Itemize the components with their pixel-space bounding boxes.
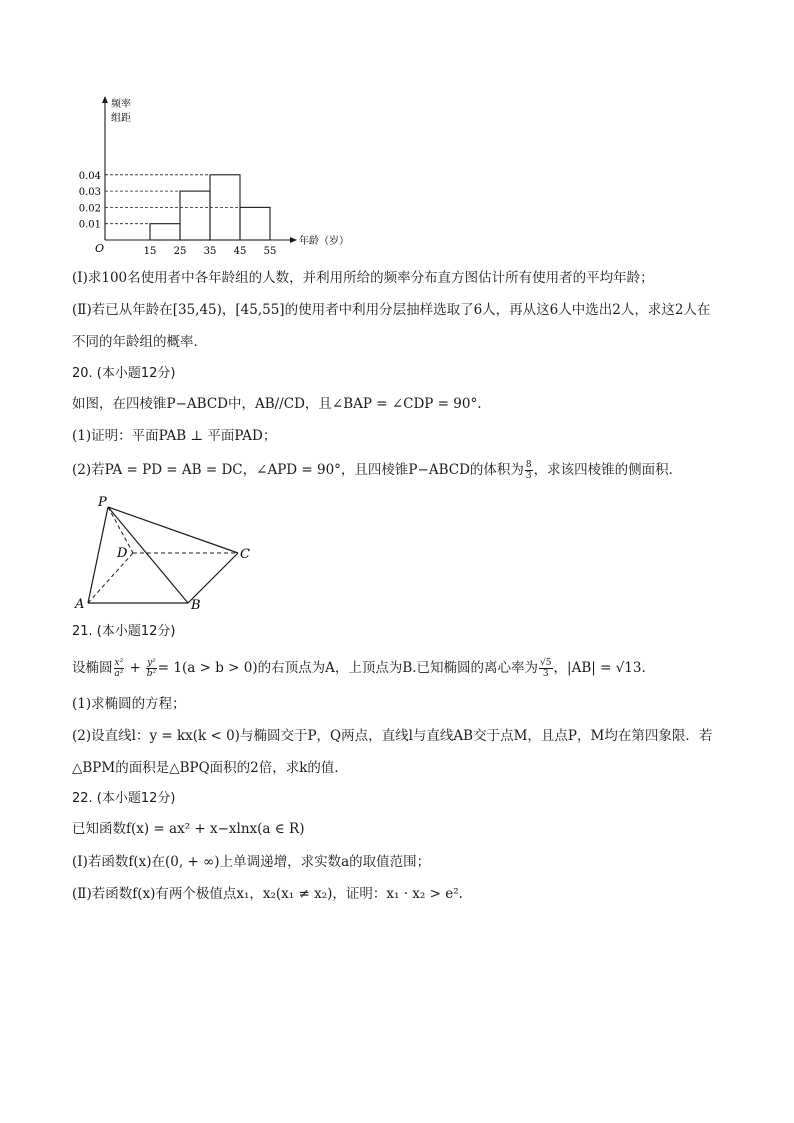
q21-y2: y² xyxy=(147,658,156,668)
q20-intro: 如图，在四棱锥P−ABCD中，AB//CD，且∠BAP = ∠CDP = 90°. xyxy=(72,396,482,412)
x-axis-arrow xyxy=(290,237,297,243)
q21-text-c: ，|AB| = xyxy=(553,660,616,676)
q20-frac-num: 8 xyxy=(525,460,532,470)
y-axis-arrow xyxy=(102,96,108,103)
y-axis-label-bottom: 组距 xyxy=(111,113,131,124)
q20-part2-text-b: ，求该四棱锥的侧面积． xyxy=(533,462,683,478)
label-P: P xyxy=(98,495,107,510)
histogram-bar-15-25 xyxy=(150,224,180,240)
label-C: C xyxy=(240,547,250,562)
q21-ab-value: √13 xyxy=(615,660,642,676)
label-D: D xyxy=(117,546,128,561)
q21-part2-line1: (2)设直线l：y = kx(k < 0)与椭圆交于P，Q两点，直线l与直线AB交于点M，且点P，M均在第四象限．若 xyxy=(72,728,713,744)
q22-intro: 已知函数f(x) = ax² + x−xlnx(a ∈ R) xyxy=(72,821,305,837)
q21-y-frac xyxy=(146,658,157,679)
q21-x2: x² xyxy=(114,658,124,668)
x-tick-label-4: 55 xyxy=(263,246,277,257)
x-tick-label-2: 35 xyxy=(203,246,217,257)
q21-part1: (1)求椭圆的方程； xyxy=(72,696,186,712)
q21-ecc-frac xyxy=(539,658,552,679)
x-tick-label-0: 15 xyxy=(143,246,157,257)
edge-BC xyxy=(188,553,238,603)
q20-volume-fraction xyxy=(525,460,533,481)
label-B: B xyxy=(191,598,201,613)
q21-heading: 21. (本小题12分) xyxy=(72,624,176,639)
q20-heading: 20. (本小题12分) xyxy=(72,366,176,381)
q21-intro: 设椭圆 $\frac{\text{x²}}{\text{a²}}$ + $\frac{\text{y²}}{\text{b²}}$ = 1(a > b > 0)的右顶点为A，上顶点为B.已知椭圆的离心率为 $\frac{√5}{3}$ ，|AB| = √13. xyxy=(72,658,646,679)
q20-frac-den: 3 xyxy=(525,471,532,481)
q21-a2: a² xyxy=(114,669,124,679)
y-axis-label-top: 频率 xyxy=(111,99,131,110)
q20-part1: (1)证明：平面PAB ⊥ 平面PAD； xyxy=(72,428,277,444)
q19-part2-line2: 不同的年龄组的概率． xyxy=(72,334,207,350)
x-axis-label: 年龄（岁） xyxy=(299,236,349,247)
label-A: A xyxy=(75,597,85,612)
q21-text-a: 设椭圆 xyxy=(72,660,113,676)
histogram-bar-25-35 xyxy=(180,191,210,240)
origin-label: O xyxy=(95,242,105,255)
histogram-plot-area xyxy=(79,96,349,257)
edge-PA xyxy=(88,507,108,603)
q20-part2 xyxy=(72,460,682,481)
y-tick-label-2: 0.02 xyxy=(78,203,101,215)
q20-part2-text-a: (2)若PA = PD = AB = DC，∠APD = 90°，且四棱锥P−ABCD的体积为 xyxy=(72,462,524,478)
pyramid-figure xyxy=(70,492,260,616)
q21-text-d: . xyxy=(641,660,646,676)
q21-ecc-den: 3 xyxy=(542,669,549,679)
q22-heading: 22. (本小题12分) xyxy=(72,791,176,806)
q21-x-frac xyxy=(114,658,125,679)
y-tick-label-3: 0.01 xyxy=(78,219,101,231)
y-tick-label-0: 0.04 xyxy=(78,170,101,182)
frequency-histogram xyxy=(78,92,349,257)
y-tick-label-1: 0.03 xyxy=(78,187,101,199)
histogram-bar-45-55 xyxy=(240,207,270,240)
q19-part1: (Ⅰ)求100名使用者中各年龄组的人数，并利用所给的频率分布直方图估计所有使用者的平均年龄； xyxy=(72,270,654,286)
q21-ecc-num: √5 xyxy=(540,658,552,668)
x-tick-label-1: 25 xyxy=(173,246,187,257)
x-tick-label-3: 45 xyxy=(233,246,247,257)
q22-part2: (Ⅱ)若函数f(x)有两个极值点x₁，x₂(x₁ ≠ x₂)，证明：x₁ · x₂ > e². xyxy=(72,886,463,902)
q21-text-b: = 1(a > b > 0)的右顶点为A，上顶点为B.已知椭圆的离心率为 xyxy=(157,660,539,676)
q19-part2-line1: (Ⅱ)若已从年龄在[35,45)，[45,55]的使用者中利用分层抽样选取了6人，再从这6人中选出2人，求这2人在 xyxy=(72,302,711,318)
q21-part2-line2: △BPM的面积是△BPQ面积的2倍，求k的值． xyxy=(72,760,348,776)
q22-part1: (Ⅰ)若函数f(x)在(0, + ∞)上单调递增，求实数a的取值范围； xyxy=(72,854,431,870)
q21-b2: b² xyxy=(146,669,157,679)
